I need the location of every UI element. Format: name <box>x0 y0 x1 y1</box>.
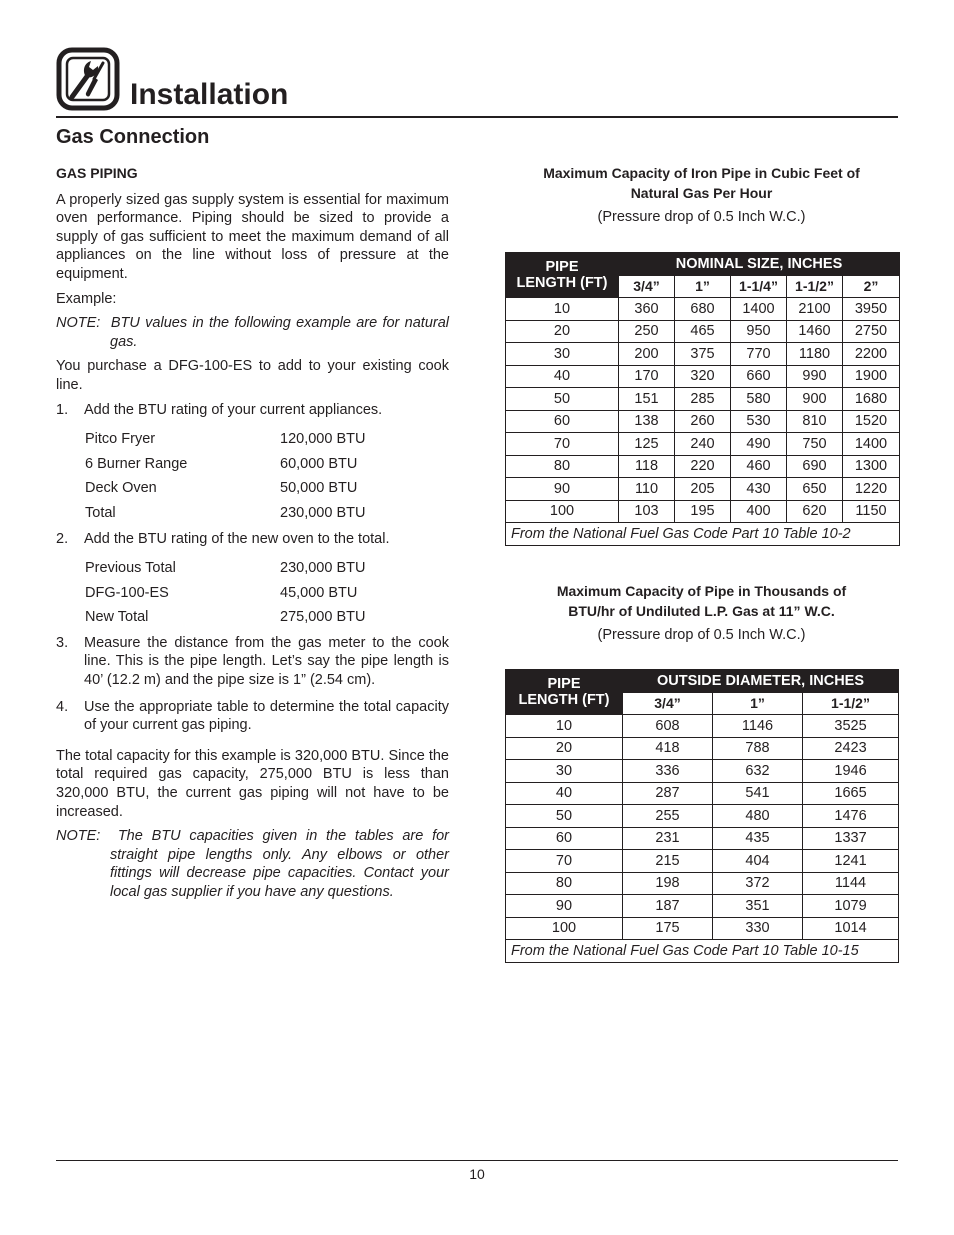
subhead-gas-piping: GAS PIPING <box>56 165 138 181</box>
table-row <box>506 895 899 918</box>
capacity-cell: 250 <box>619 320 675 343</box>
capacity-cell: 215 <box>623 850 713 873</box>
totals-row: Previous Total 230,000 BTU <box>85 560 366 577</box>
capacity-cell: 205 <box>675 478 731 501</box>
natural-gas-capacity-table <box>505 252 900 546</box>
appliance-row: Pitco Fryer 120,000 BTU <box>85 431 366 448</box>
table-row <box>506 715 899 738</box>
table-row <box>506 850 899 873</box>
purchase-paragraph: You purchase a DFG-100-ES to add to your existing cook line. <box>56 358 449 393</box>
capacity-cell: 1460 <box>787 320 843 343</box>
size-header: 1-1/2” <box>787 275 843 298</box>
size-header: 3/4” <box>623 692 713 715</box>
table-row <box>506 388 900 411</box>
step-2: 2. Add the BTU rating of the new oven to the total. <box>56 530 390 547</box>
capacity-cell: 3950 <box>843 298 900 321</box>
capacity-cell: 260 <box>675 410 731 433</box>
capacity-cell: 430 <box>731 478 787 501</box>
capacity-cell: 287 <box>623 782 713 805</box>
capacity-cell: 435 <box>713 827 803 850</box>
pipe-length-header: PIPE LENGTH (FT) <box>506 670 623 715</box>
capacity-cell: 750 <box>787 433 843 456</box>
capacity-cell: 1014 <box>803 917 899 940</box>
capacity-cell: 1476 <box>803 805 899 828</box>
pipe-length-cell: 30 <box>506 343 619 366</box>
table-row <box>506 827 899 850</box>
pipe-length-cell: 100 <box>506 917 623 940</box>
table-row <box>506 760 899 783</box>
note-pipe-capacities: NOTE: The BTU capacities given in the tables are for straight pipe lengths only. Any elbows or other fittings will decrease pipe capacities. Contact your local gas supplier if you have any questions. <box>56 828 449 900</box>
capacity-cell: 220 <box>675 455 731 478</box>
conclusion-paragraph: The total capacity for this example is 320,000 BTU. Since the total required gas capacity, 275,000 BTU is less than 320,000 BTU, the current gas piping will not have to be increased. <box>56 747 449 820</box>
capacity-cell: 138 <box>619 410 675 433</box>
capacity-cell: 125 <box>619 433 675 456</box>
capacity-cell: 680 <box>675 298 731 321</box>
pipe-length-cell: 70 <box>506 850 623 873</box>
capacity-cell: 170 <box>619 365 675 388</box>
appliance-row: Deck Oven 50,000 BTU <box>85 480 358 497</box>
capacity-cell: 608 <box>623 715 713 738</box>
capacity-cell: 320 <box>675 365 731 388</box>
size-header: 1” <box>713 692 803 715</box>
capacity-cell: 418 <box>623 737 713 760</box>
size-header: 1” <box>675 275 731 298</box>
pipe-length-cell: 90 <box>506 478 619 501</box>
capacity-cell: 351 <box>713 895 803 918</box>
pipe-length-header: PIPE LENGTH (FT) <box>506 253 619 298</box>
capacity-cell: 460 <box>731 455 787 478</box>
table-row <box>506 737 899 760</box>
footer-rule <box>56 1160 898 1161</box>
section-title: Gas Connection <box>56 126 210 148</box>
capacity-cell: 1680 <box>843 388 900 411</box>
capacity-cell: 480 <box>713 805 803 828</box>
capacity-cell: 810 <box>787 410 843 433</box>
totals-list <box>85 556 449 630</box>
capacity-cell: 770 <box>731 343 787 366</box>
pipe-length-cell: 50 <box>506 805 623 828</box>
capacity-cell: 465 <box>675 320 731 343</box>
table2-source: From the National Fuel Gas Code Part 10 Table 10-15 <box>506 940 899 963</box>
pipe-length-cell: 80 <box>506 872 623 895</box>
capacity-cell: 950 <box>731 320 787 343</box>
pipe-length-cell: 30 <box>506 760 623 783</box>
table-row <box>506 343 900 366</box>
pipe-length-cell: 50 <box>506 388 619 411</box>
outside-diameter-header: OUTSIDE DIAMETER, INCHES <box>623 670 899 693</box>
capacity-cell: 200 <box>619 343 675 366</box>
pipe-length-cell: 100 <box>506 500 619 523</box>
lp-gas-capacity-table <box>505 669 899 963</box>
pipe-length-cell: 60 <box>506 410 619 433</box>
pipe-length-cell: 80 <box>506 455 619 478</box>
capacity-cell: 1220 <box>843 478 900 501</box>
capacity-cell: 1146 <box>713 715 803 738</box>
capacity-cell: 240 <box>675 433 731 456</box>
table-row <box>506 917 899 940</box>
capacity-cell: 1665 <box>803 782 899 805</box>
tools-icon <box>56 47 120 111</box>
step-3: 3. Measure the distance from the gas meter to the cook line. This is the pipe length. Let’s say the pipe length is 40’ (12.2 m) and the pipe size is 1” (2.54 cm). <box>56 634 449 689</box>
capacity-cell: 1150 <box>843 500 900 523</box>
appliance-row: Total 230,000 BTU <box>85 504 366 521</box>
table1-source: From the National Fuel Gas Code Part 10 Table 10-2 <box>506 523 900 546</box>
intro-paragraph: A properly sized gas supply system is essential for maximum oven performance. Piping should be sized to provide a supply of gas sufficient to meet the maximum demand of all appliances on the line without loss of pressure at the equipment. <box>56 191 449 282</box>
capacity-cell: 2423 <box>803 737 899 760</box>
capacity-cell: 1900 <box>843 365 900 388</box>
table2-caption: Maximum Capacity of Pipe in Thousands of BTU/hr of Undiluted L.P. Gas at 11” W.C. (Pressure drop of 0.5 Inch W.C.) <box>556 583 847 643</box>
capacity-cell: 285 <box>675 388 731 411</box>
capacity-cell: 660 <box>731 365 787 388</box>
capacity-cell: 541 <box>713 782 803 805</box>
page-title: Installation <box>130 78 289 111</box>
capacity-cell: 788 <box>713 737 803 760</box>
capacity-cell: 632 <box>713 760 803 783</box>
capacity-cell: 1400 <box>843 433 900 456</box>
table-row <box>506 320 900 343</box>
capacity-cell: 900 <box>787 388 843 411</box>
size-header: 2” <box>843 275 900 298</box>
table-row <box>506 433 900 456</box>
appliance-list <box>85 427 449 525</box>
capacity-cell: 110 <box>619 478 675 501</box>
capacity-cell: 990 <box>787 365 843 388</box>
capacity-cell: 195 <box>675 500 731 523</box>
table-row <box>506 805 899 828</box>
capacity-cell: 151 <box>619 388 675 411</box>
capacity-cell: 103 <box>619 500 675 523</box>
capacity-cell: 1079 <box>803 895 899 918</box>
capacity-cell: 404 <box>713 850 803 873</box>
left-column <box>56 164 449 908</box>
pipe-length-cell: 10 <box>506 715 623 738</box>
table1-caption: Maximum Capacity of Iron Pipe in Cubic Feet of Natural Gas Per Hour (Pressure drop of 0.5 Inch W.C.) <box>543 165 860 225</box>
table-row <box>506 872 899 895</box>
appliance-row: 6 Burner Range 60,000 BTU <box>85 455 358 472</box>
capacity-cell: 2100 <box>787 298 843 321</box>
capacity-cell: 1337 <box>803 827 899 850</box>
table-row <box>506 455 900 478</box>
size-header: 3/4” <box>619 275 675 298</box>
table-row <box>506 298 900 321</box>
capacity-cell: 1144 <box>803 872 899 895</box>
capacity-cell: 255 <box>623 805 713 828</box>
capacity-cell: 1520 <box>843 410 900 433</box>
nominal-size-header: NOMINAL SIZE, INCHES <box>619 253 900 276</box>
capacity-cell: 3525 <box>803 715 899 738</box>
capacity-cell: 2200 <box>843 343 900 366</box>
capacity-cell: 650 <box>787 478 843 501</box>
pipe-length-cell: 40 <box>506 782 623 805</box>
capacity-cell: 400 <box>731 500 787 523</box>
capacity-cell: 187 <box>623 895 713 918</box>
capacity-cell: 175 <box>623 917 713 940</box>
table-row <box>506 782 899 805</box>
step-4: 4. Use the appropriate table to determine the total capacity of your current gas piping. <box>56 698 449 734</box>
page-number: 10 <box>469 1166 485 1182</box>
capacity-cell: 1946 <box>803 760 899 783</box>
capacity-cell: 530 <box>731 410 787 433</box>
table-row <box>506 500 900 523</box>
capacity-cell: 231 <box>623 827 713 850</box>
capacity-cell: 690 <box>787 455 843 478</box>
table-row <box>506 365 900 388</box>
capacity-cell: 336 <box>623 760 713 783</box>
totals-row: New Total 275,000 BTU <box>85 609 366 626</box>
capacity-cell: 1180 <box>787 343 843 366</box>
capacity-cell: 2750 <box>843 320 900 343</box>
size-header: 1-1/4” <box>731 275 787 298</box>
capacity-cell: 620 <box>787 500 843 523</box>
capacity-cell: 375 <box>675 343 731 366</box>
pipe-length-cell: 10 <box>506 298 619 321</box>
capacity-cell: 1241 <box>803 850 899 873</box>
pipe-length-cell: 60 <box>506 827 623 850</box>
capacity-cell: 330 <box>713 917 803 940</box>
capacity-cell: 360 <box>619 298 675 321</box>
pipe-length-cell: 20 <box>506 320 619 343</box>
capacity-cell: 490 <box>731 433 787 456</box>
step-1: 1. Add the BTU rating of your current appliances. <box>56 401 383 418</box>
capacity-cell: 580 <box>731 388 787 411</box>
size-header: 1-1/2” <box>803 692 899 715</box>
capacity-cell: 1400 <box>731 298 787 321</box>
pipe-length-cell: 20 <box>506 737 623 760</box>
note-natural-gas: NOTE: BTU values in the following example are for natural gas. <box>56 315 449 350</box>
totals-row: DFG-100-ES 45,000 BTU <box>85 584 358 601</box>
table-row <box>506 478 900 501</box>
capacity-cell: 1300 <box>843 455 900 478</box>
pipe-length-cell: 90 <box>506 895 623 918</box>
pipe-length-cell: 70 <box>506 433 619 456</box>
header-rule <box>56 116 898 118</box>
table-row <box>506 410 900 433</box>
capacity-cell: 198 <box>623 872 713 895</box>
example-label: Example: <box>56 290 117 307</box>
capacity-cell: 118 <box>619 455 675 478</box>
pipe-length-cell: 40 <box>506 365 619 388</box>
capacity-cell: 372 <box>713 872 803 895</box>
